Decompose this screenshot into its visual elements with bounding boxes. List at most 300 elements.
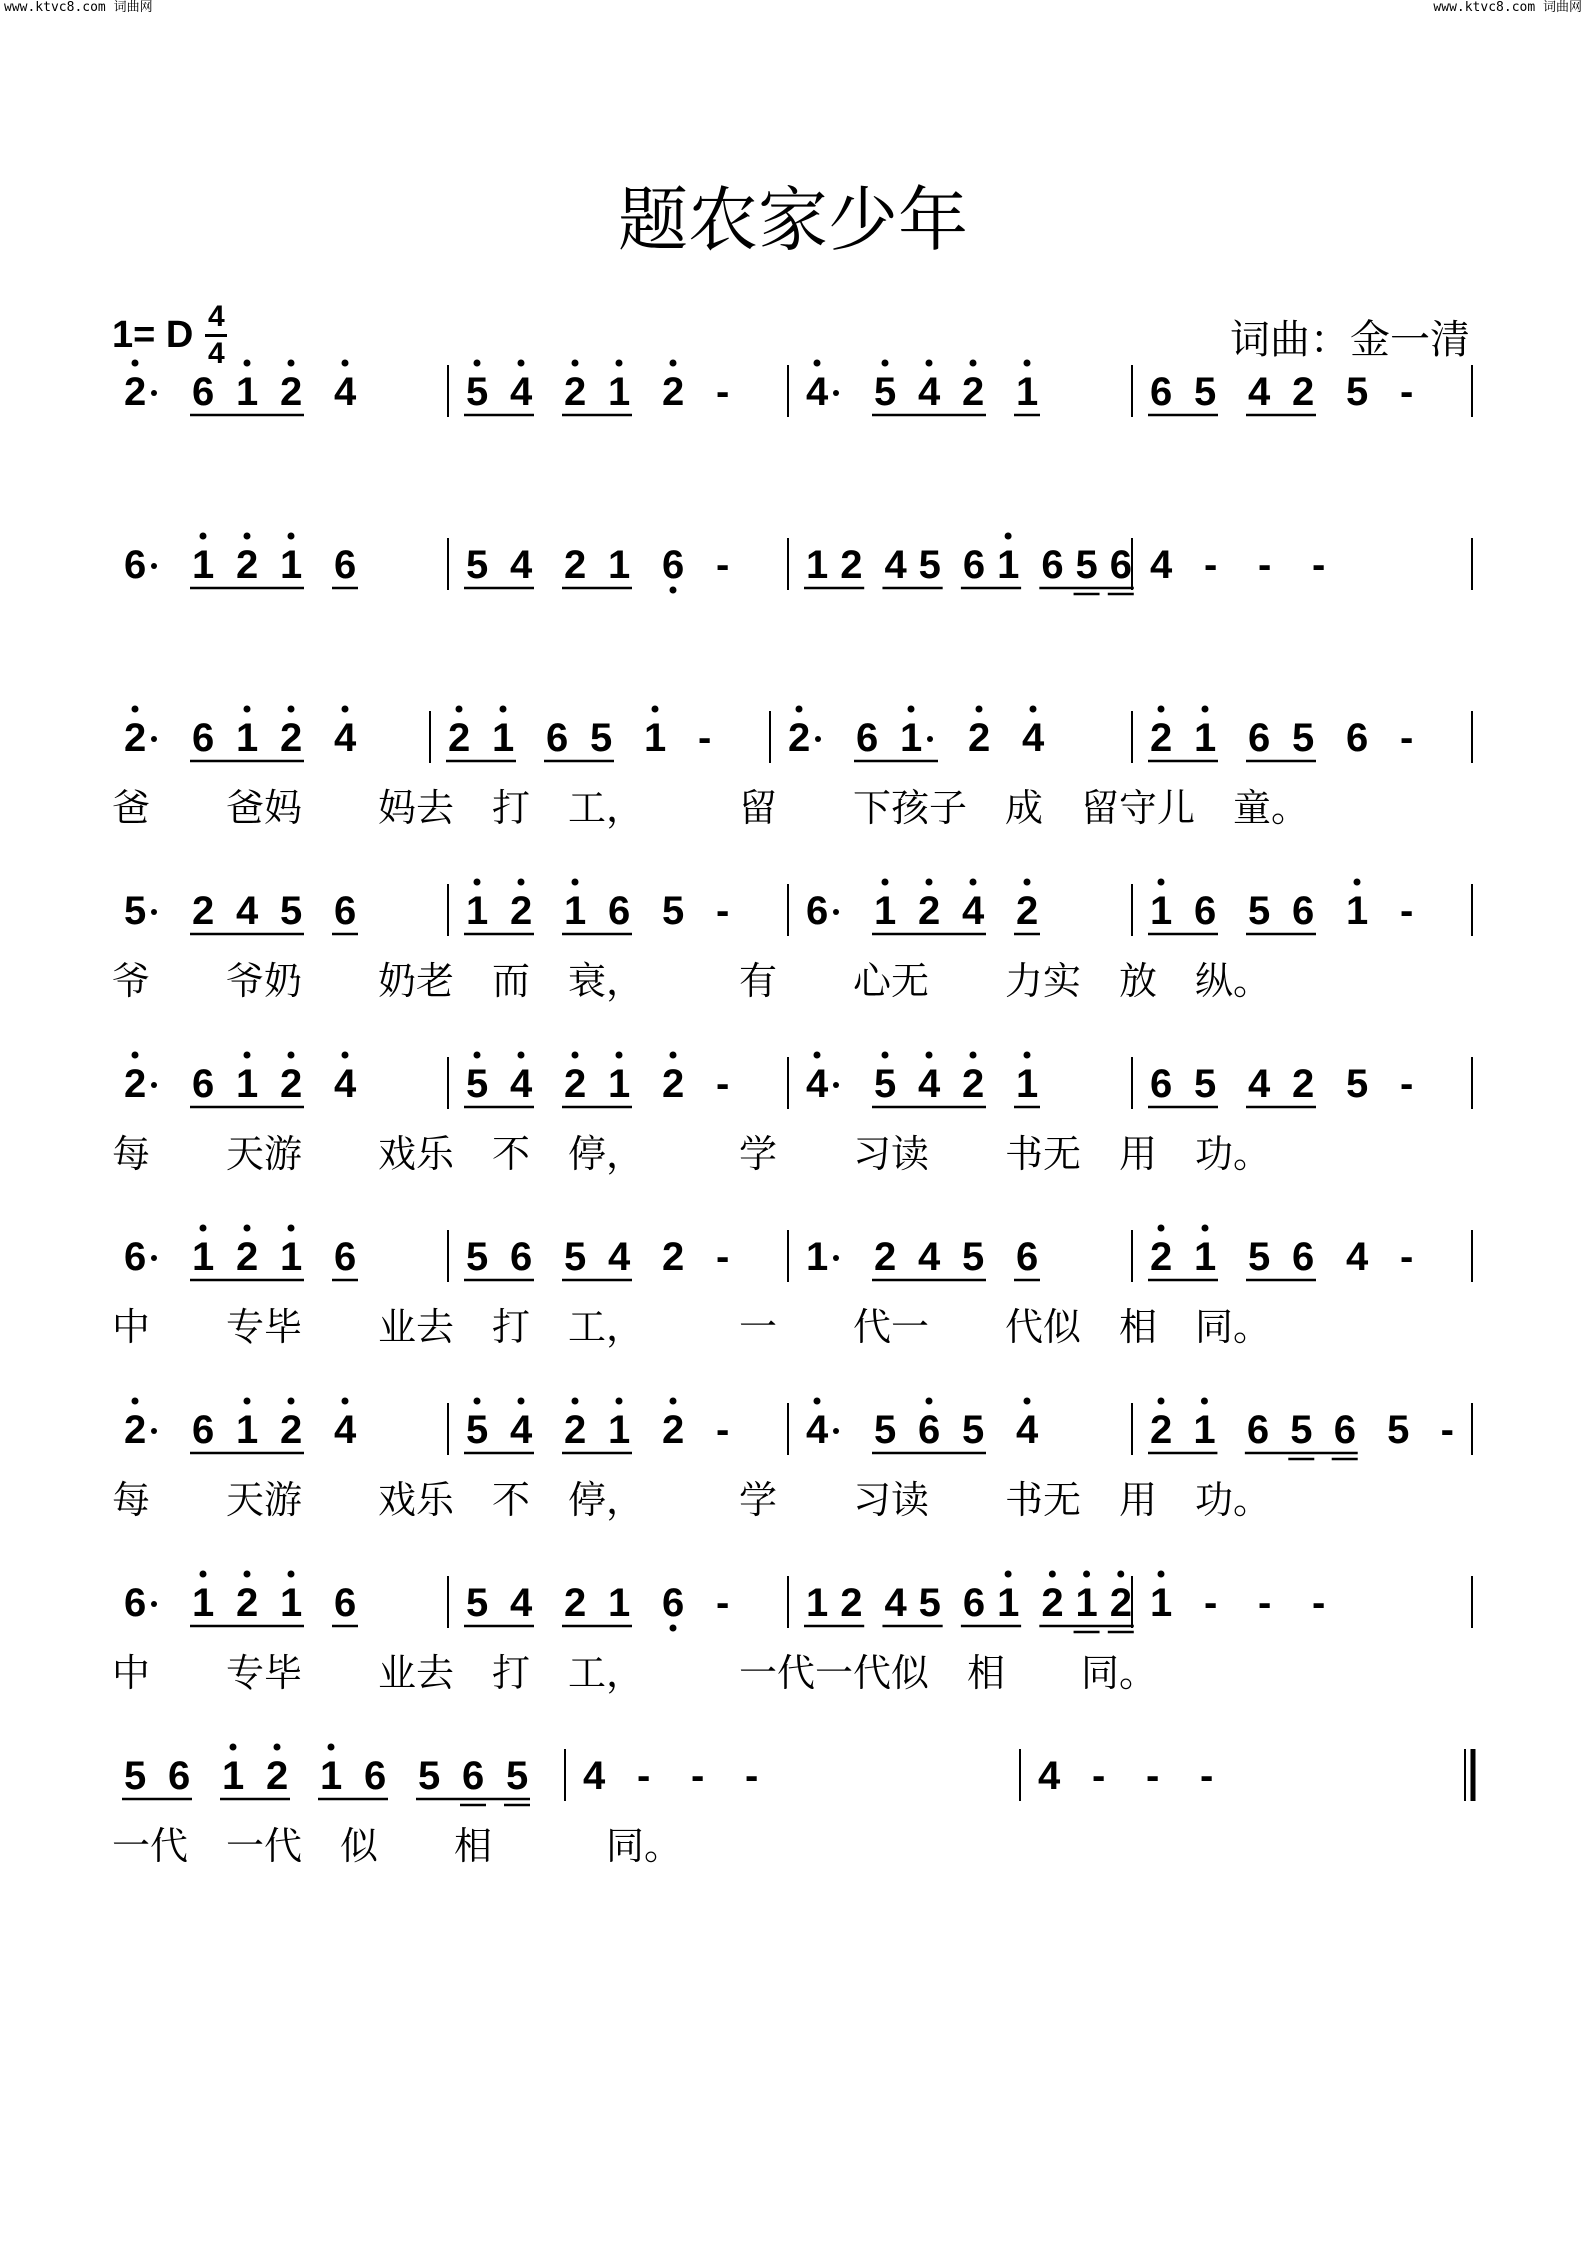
note: 2: [280, 370, 303, 414]
note: 1: [608, 1408, 631, 1452]
lyrics-line: 中 专毕 业去 打 工， 一代一代似 相 同。: [112, 1651, 1158, 1695]
note: 6: [168, 1754, 191, 1798]
note: 6: [546, 716, 569, 760]
note: 5: [124, 889, 147, 933]
note: 2: [564, 1581, 587, 1625]
octave-up-dot: [1024, 879, 1031, 886]
note: 4: [1248, 370, 1271, 414]
note: 2: [840, 1581, 863, 1625]
key-text: 1= D: [112, 313, 194, 356]
note: 5: [1075, 543, 1098, 587]
note: -: [1400, 1235, 1414, 1279]
octave-up-dot: [572, 1398, 579, 1405]
note: 6: [1292, 889, 1315, 933]
note: 4: [334, 716, 357, 760]
score-system: [124, 533, 1472, 595]
header-right-text: www.ktvc8.com 词曲网: [1433, 0, 1582, 15]
note: -: [716, 1408, 730, 1452]
octave-up-dot: [1005, 533, 1012, 540]
octave-up-dot: [244, 1398, 251, 1405]
note: 2: [1292, 370, 1315, 414]
note: 2: [1041, 1581, 1064, 1625]
note: 1: [806, 1235, 829, 1279]
note: -: [691, 1754, 705, 1798]
octave-up-dot: [288, 1571, 295, 1578]
note: 1: [1150, 1581, 1173, 1625]
note: 2: [192, 889, 215, 933]
note: -: [1400, 370, 1414, 414]
note: 1: [608, 543, 631, 587]
note: 4: [583, 1754, 606, 1798]
octave-up-dot: [518, 879, 525, 886]
note: 2: [662, 1408, 685, 1452]
note: 4: [884, 543, 907, 587]
note: -: [716, 543, 730, 587]
note: 5: [1387, 1408, 1410, 1452]
score-system: [112, 1225, 1472, 1350]
score-system: [112, 1744, 1473, 1869]
score-system: [112, 1398, 1472, 1523]
octave-up-dot: [342, 1398, 349, 1405]
note: 6: [1150, 370, 1173, 414]
duration-dot: [151, 1255, 157, 1261]
note: 2: [266, 1754, 289, 1798]
note: 6: [364, 1754, 387, 1798]
octave-up-dot: [670, 1052, 677, 1059]
note: 5: [1290, 1408, 1313, 1452]
octave-up-dot: [288, 706, 295, 713]
note: 2: [510, 889, 533, 933]
note: -: [1146, 1754, 1160, 1798]
note: 6: [1016, 1235, 1039, 1279]
lyrics-line: 每 天游 戏乐 不 停， 学 习读 书无 用 功。: [112, 1478, 1272, 1522]
note: 5: [1346, 370, 1369, 414]
note: 4: [806, 1062, 829, 1106]
note: -: [1092, 1754, 1106, 1798]
note: 4: [510, 543, 533, 587]
octave-up-dot: [1024, 1052, 1031, 1059]
note: 6: [962, 1581, 986, 1625]
octave-up-dot: [200, 533, 207, 540]
note: 2: [124, 370, 147, 414]
note: 5: [564, 1235, 587, 1279]
note: 4: [918, 1062, 941, 1106]
note: 1: [280, 543, 303, 587]
duration-dot: [833, 909, 839, 915]
duration-dot: [927, 736, 933, 742]
note: 6: [962, 543, 986, 587]
note: 5: [506, 1754, 529, 1798]
note: -: [1440, 1408, 1454, 1452]
note: 2: [448, 716, 471, 760]
time-signature-bottom: 4: [207, 336, 225, 370]
note: -: [745, 1754, 759, 1798]
note: 5: [1248, 889, 1271, 933]
note: 2: [788, 716, 811, 760]
note: -: [1204, 543, 1218, 587]
note: 6: [662, 1581, 685, 1625]
octave-up-dot: [288, 360, 295, 367]
octave-up-dot: [274, 1744, 281, 1751]
note: 4: [918, 370, 941, 414]
note: 6: [806, 889, 829, 933]
note: 6: [1150, 1062, 1173, 1106]
note: 6: [192, 1408, 215, 1452]
score-system: [112, 1052, 1472, 1177]
lyrics-line: 爷 爷奶 奶老 而 衰， 有 心无 力实 放 纵。: [112, 959, 1272, 1003]
octave-up-dot: [132, 706, 139, 713]
octave-up-dot: [244, 1225, 251, 1232]
note: 6: [124, 1581, 147, 1625]
note: 6: [124, 543, 147, 587]
note: -: [1400, 889, 1414, 933]
note: 5: [466, 1235, 489, 1279]
note: 2: [1109, 1581, 1133, 1625]
score-system: [112, 879, 1472, 1004]
octave-up-dot: [616, 1052, 623, 1059]
octave-up-dot: [616, 1398, 623, 1405]
note: 2: [1150, 1235, 1173, 1279]
note: 2: [962, 370, 985, 414]
note: 2: [236, 543, 259, 587]
octave-up-dot: [1158, 1571, 1165, 1578]
octave-up-dot: [288, 533, 295, 540]
note: 6: [662, 543, 685, 587]
note: 1: [192, 543, 215, 587]
note: 5: [874, 1408, 897, 1452]
note: 1: [192, 1235, 215, 1279]
octave-up-dot: [230, 1744, 237, 1751]
octave-up-dot: [1354, 879, 1361, 886]
octave-up-dot: [244, 533, 251, 540]
octave-up-dot: [342, 706, 349, 713]
octave-up-dot: [342, 1052, 349, 1059]
note: 5: [918, 1581, 941, 1625]
note: 4: [1016, 1408, 1039, 1452]
octave-up-dot: [670, 360, 677, 367]
note: -: [716, 370, 730, 414]
note: 6: [1194, 889, 1217, 933]
octave-up-dot: [132, 1052, 139, 1059]
octave-up-dot: [244, 1571, 251, 1578]
note: 1: [492, 716, 515, 760]
note: 2: [280, 1408, 303, 1452]
duration-dot: [151, 909, 157, 915]
octave-up-dot: [926, 879, 933, 886]
note: 5: [466, 1408, 489, 1452]
octave-up-dot: [288, 1225, 295, 1232]
note: 6: [608, 889, 631, 933]
note: 1: [1150, 889, 1173, 933]
note: 2: [918, 889, 941, 933]
note: 4: [510, 1581, 533, 1625]
note: 2: [124, 1062, 147, 1106]
note: 6: [192, 370, 215, 414]
octave-up-dot: [474, 1398, 481, 1405]
note: 1: [644, 716, 667, 760]
octave-up-dot: [474, 360, 481, 367]
note: 6: [1346, 716, 1369, 760]
note: -: [1258, 1581, 1272, 1625]
octave-up-dot: [456, 706, 463, 713]
note: 2: [1150, 1408, 1173, 1452]
octave-up-dot: [518, 360, 525, 367]
note: 2: [662, 370, 685, 414]
note: 1: [192, 1581, 215, 1625]
note: 2: [564, 1062, 587, 1106]
note: 5: [124, 1754, 147, 1798]
octave-up-dot: [926, 1052, 933, 1059]
note: 4: [510, 1062, 533, 1106]
note: 6: [510, 1235, 533, 1279]
note: 5: [962, 1235, 985, 1279]
note: 4: [806, 1408, 829, 1452]
note: 1: [608, 1581, 631, 1625]
octave-up-dot: [1158, 706, 1165, 713]
note: 2: [874, 1235, 897, 1279]
octave-up-dot: [1158, 879, 1165, 886]
note: 6: [1292, 1235, 1315, 1279]
octave-up-dot: [572, 879, 579, 886]
note: 4: [1248, 1062, 1271, 1106]
note: 4: [510, 370, 533, 414]
duration-dot: [833, 1255, 839, 1261]
note: 4: [236, 889, 259, 933]
note: 2: [564, 370, 587, 414]
lyrics-line: 一代 一代 似 相 同。: [112, 1824, 683, 1868]
note: -: [1204, 1581, 1218, 1625]
note: -: [1400, 1062, 1414, 1106]
note: 1: [1346, 889, 1369, 933]
note: -: [716, 1235, 730, 1279]
note: 5: [418, 1754, 441, 1798]
octave-up-dot: [814, 1398, 821, 1405]
duration-dot: [833, 1082, 839, 1088]
note: 1: [874, 889, 897, 933]
note: 1: [280, 1235, 303, 1279]
lyrics-line: 每 天游 戏乐 不 停， 学 习读 书无 用 功。: [112, 1132, 1272, 1176]
note: 6: [192, 716, 215, 760]
octave-up-dot: [1201, 1398, 1208, 1405]
octave-up-dot: [616, 360, 623, 367]
note: 4: [1346, 1235, 1369, 1279]
note: 4: [1022, 716, 1045, 760]
note: 2: [236, 1235, 259, 1279]
octave-up-dot: [288, 1052, 295, 1059]
note: 4: [962, 889, 985, 933]
duration-dot: [833, 390, 839, 396]
note: 5: [466, 1581, 489, 1625]
time-signature-top: 4: [207, 299, 225, 333]
note: -: [1200, 1754, 1214, 1798]
octave-up-dot: [244, 360, 251, 367]
note: 6: [1248, 716, 1271, 760]
octave-up-dot: [572, 360, 579, 367]
note: 2: [280, 1062, 303, 1106]
note: 1: [608, 370, 631, 414]
note: 6: [334, 1235, 357, 1279]
octave-up-dot: [200, 1571, 207, 1578]
octave-up-dot: [970, 879, 977, 886]
octave-up-dot: [882, 360, 889, 367]
note: -: [716, 889, 730, 933]
note: 4: [334, 370, 357, 414]
note: 1: [997, 543, 1020, 587]
octave-up-dot: [1024, 1398, 1031, 1405]
note: 4: [806, 370, 829, 414]
note: 6: [462, 1754, 485, 1798]
octave-up-dot: [970, 1052, 977, 1059]
octave-up-dot: [200, 1225, 207, 1232]
note: 2: [564, 543, 587, 587]
duration-dot: [151, 390, 157, 396]
note: 1: [236, 370, 259, 414]
octave-up-dot: [1030, 706, 1037, 713]
octave-up-dot: [908, 706, 915, 713]
octave-down-dot: [670, 1625, 677, 1632]
header-left-text: www.ktvc8.com 词曲网: [4, 0, 153, 15]
note: 4: [1150, 543, 1173, 587]
note: 6: [1333, 1408, 1356, 1452]
note: 1: [1194, 716, 1217, 760]
octave-up-dot: [500, 706, 507, 713]
octave-up-dot: [926, 1398, 933, 1405]
note: 1: [564, 889, 587, 933]
note: 1: [236, 1408, 259, 1452]
note: 1: [466, 889, 489, 933]
note: 5: [662, 889, 685, 933]
octave-up-dot: [1158, 1225, 1165, 1232]
octave-up-dot: [926, 360, 933, 367]
note: 1: [1016, 1062, 1039, 1106]
octave-up-dot: [796, 706, 803, 713]
octave-up-dot: [670, 1398, 677, 1405]
note: 1: [1016, 370, 1039, 414]
note: 6: [334, 889, 357, 933]
duration-dot: [815, 736, 821, 742]
note: 1: [280, 1581, 303, 1625]
octave-up-dot: [1049, 1571, 1056, 1578]
octave-up-dot: [1202, 1225, 1209, 1232]
note: 4: [608, 1235, 631, 1279]
note: 6: [334, 543, 357, 587]
note: 2: [1150, 716, 1173, 760]
duration-dot: [151, 1601, 157, 1607]
note: 6: [1109, 543, 1133, 587]
note: 6: [124, 1235, 147, 1279]
note: 2: [124, 1408, 147, 1452]
octave-up-dot: [882, 1052, 889, 1059]
octave-up-dot: [1158, 1398, 1165, 1405]
note: 5: [962, 1408, 985, 1452]
note: 5: [1346, 1062, 1369, 1106]
lyrics-line: 爸 爸妈 妈去 打 工， 留 下孩子 成 留守儿 童。: [112, 786, 1310, 830]
note: 5: [466, 543, 489, 587]
note: 6: [192, 1062, 215, 1106]
note: 1: [608, 1062, 631, 1106]
note: 5: [1194, 1062, 1217, 1106]
octave-up-dot: [474, 879, 481, 886]
note: 2: [968, 716, 991, 760]
note: 2: [962, 1062, 985, 1106]
octave-up-dot: [342, 360, 349, 367]
note: 1: [900, 716, 923, 760]
note: 5: [466, 370, 489, 414]
note: 1: [222, 1754, 245, 1798]
octave-up-dot: [474, 1052, 481, 1059]
octave-up-dot: [882, 879, 889, 886]
note: 4: [334, 1408, 357, 1452]
duration-dot: [833, 1428, 839, 1434]
note: 5: [280, 889, 303, 933]
duration-dot: [151, 1082, 157, 1088]
note: -: [716, 1581, 730, 1625]
note: -: [637, 1754, 651, 1798]
note: 5: [918, 543, 941, 587]
note: 4: [334, 1062, 357, 1106]
octave-up-dot: [518, 1398, 525, 1405]
octave-up-dot: [1083, 1571, 1090, 1578]
note: 5: [590, 716, 613, 760]
note: 6: [1246, 1408, 1270, 1452]
note: 6: [334, 1581, 357, 1625]
octave-down-dot: [670, 587, 677, 594]
note: 1: [1075, 1581, 1098, 1625]
score-system: [124, 360, 1472, 418]
octave-up-dot: [1202, 706, 1209, 713]
note: -: [716, 1062, 730, 1106]
octave-up-dot: [132, 360, 139, 367]
author-credit: 词曲：金一清: [1230, 317, 1470, 363]
note: 6: [918, 1408, 941, 1452]
note: 4: [884, 1581, 907, 1625]
note: 2: [662, 1062, 685, 1106]
note: -: [1312, 543, 1326, 587]
octave-up-dot: [1005, 1571, 1012, 1578]
duration-dot: [151, 736, 157, 742]
octave-up-dot: [132, 1398, 139, 1405]
note: 5: [1194, 370, 1217, 414]
octave-up-dot: [244, 1052, 251, 1059]
score-system: [112, 706, 1472, 831]
duration-dot: [151, 1428, 157, 1434]
octave-up-dot: [244, 706, 251, 713]
duration-dot: [151, 563, 157, 569]
note: 1: [806, 1581, 829, 1625]
note: 1: [1193, 1408, 1216, 1452]
note: 5: [1292, 716, 1315, 760]
octave-up-dot: [572, 1052, 579, 1059]
note: 6: [1041, 543, 1064, 587]
note: 1: [236, 1062, 259, 1106]
octave-up-dot: [814, 360, 821, 367]
note: 4: [510, 1408, 533, 1452]
note: -: [1400, 716, 1414, 760]
note: 1: [320, 1754, 343, 1798]
octave-up-dot: [970, 360, 977, 367]
note: 1: [997, 1581, 1020, 1625]
octave-up-dot: [518, 1052, 525, 1059]
lyrics-line: 中 专毕 业去 打 工， 一 代一 代似 相 同。: [112, 1305, 1272, 1349]
score-system: [112, 1571, 1472, 1696]
note: 2: [1016, 889, 1039, 933]
note: 5: [466, 1062, 489, 1106]
note: 2: [662, 1235, 685, 1279]
octave-up-dot: [328, 1744, 335, 1751]
octave-up-dot: [1024, 360, 1031, 367]
note: 5: [874, 1062, 897, 1106]
note: 5: [1248, 1235, 1271, 1279]
